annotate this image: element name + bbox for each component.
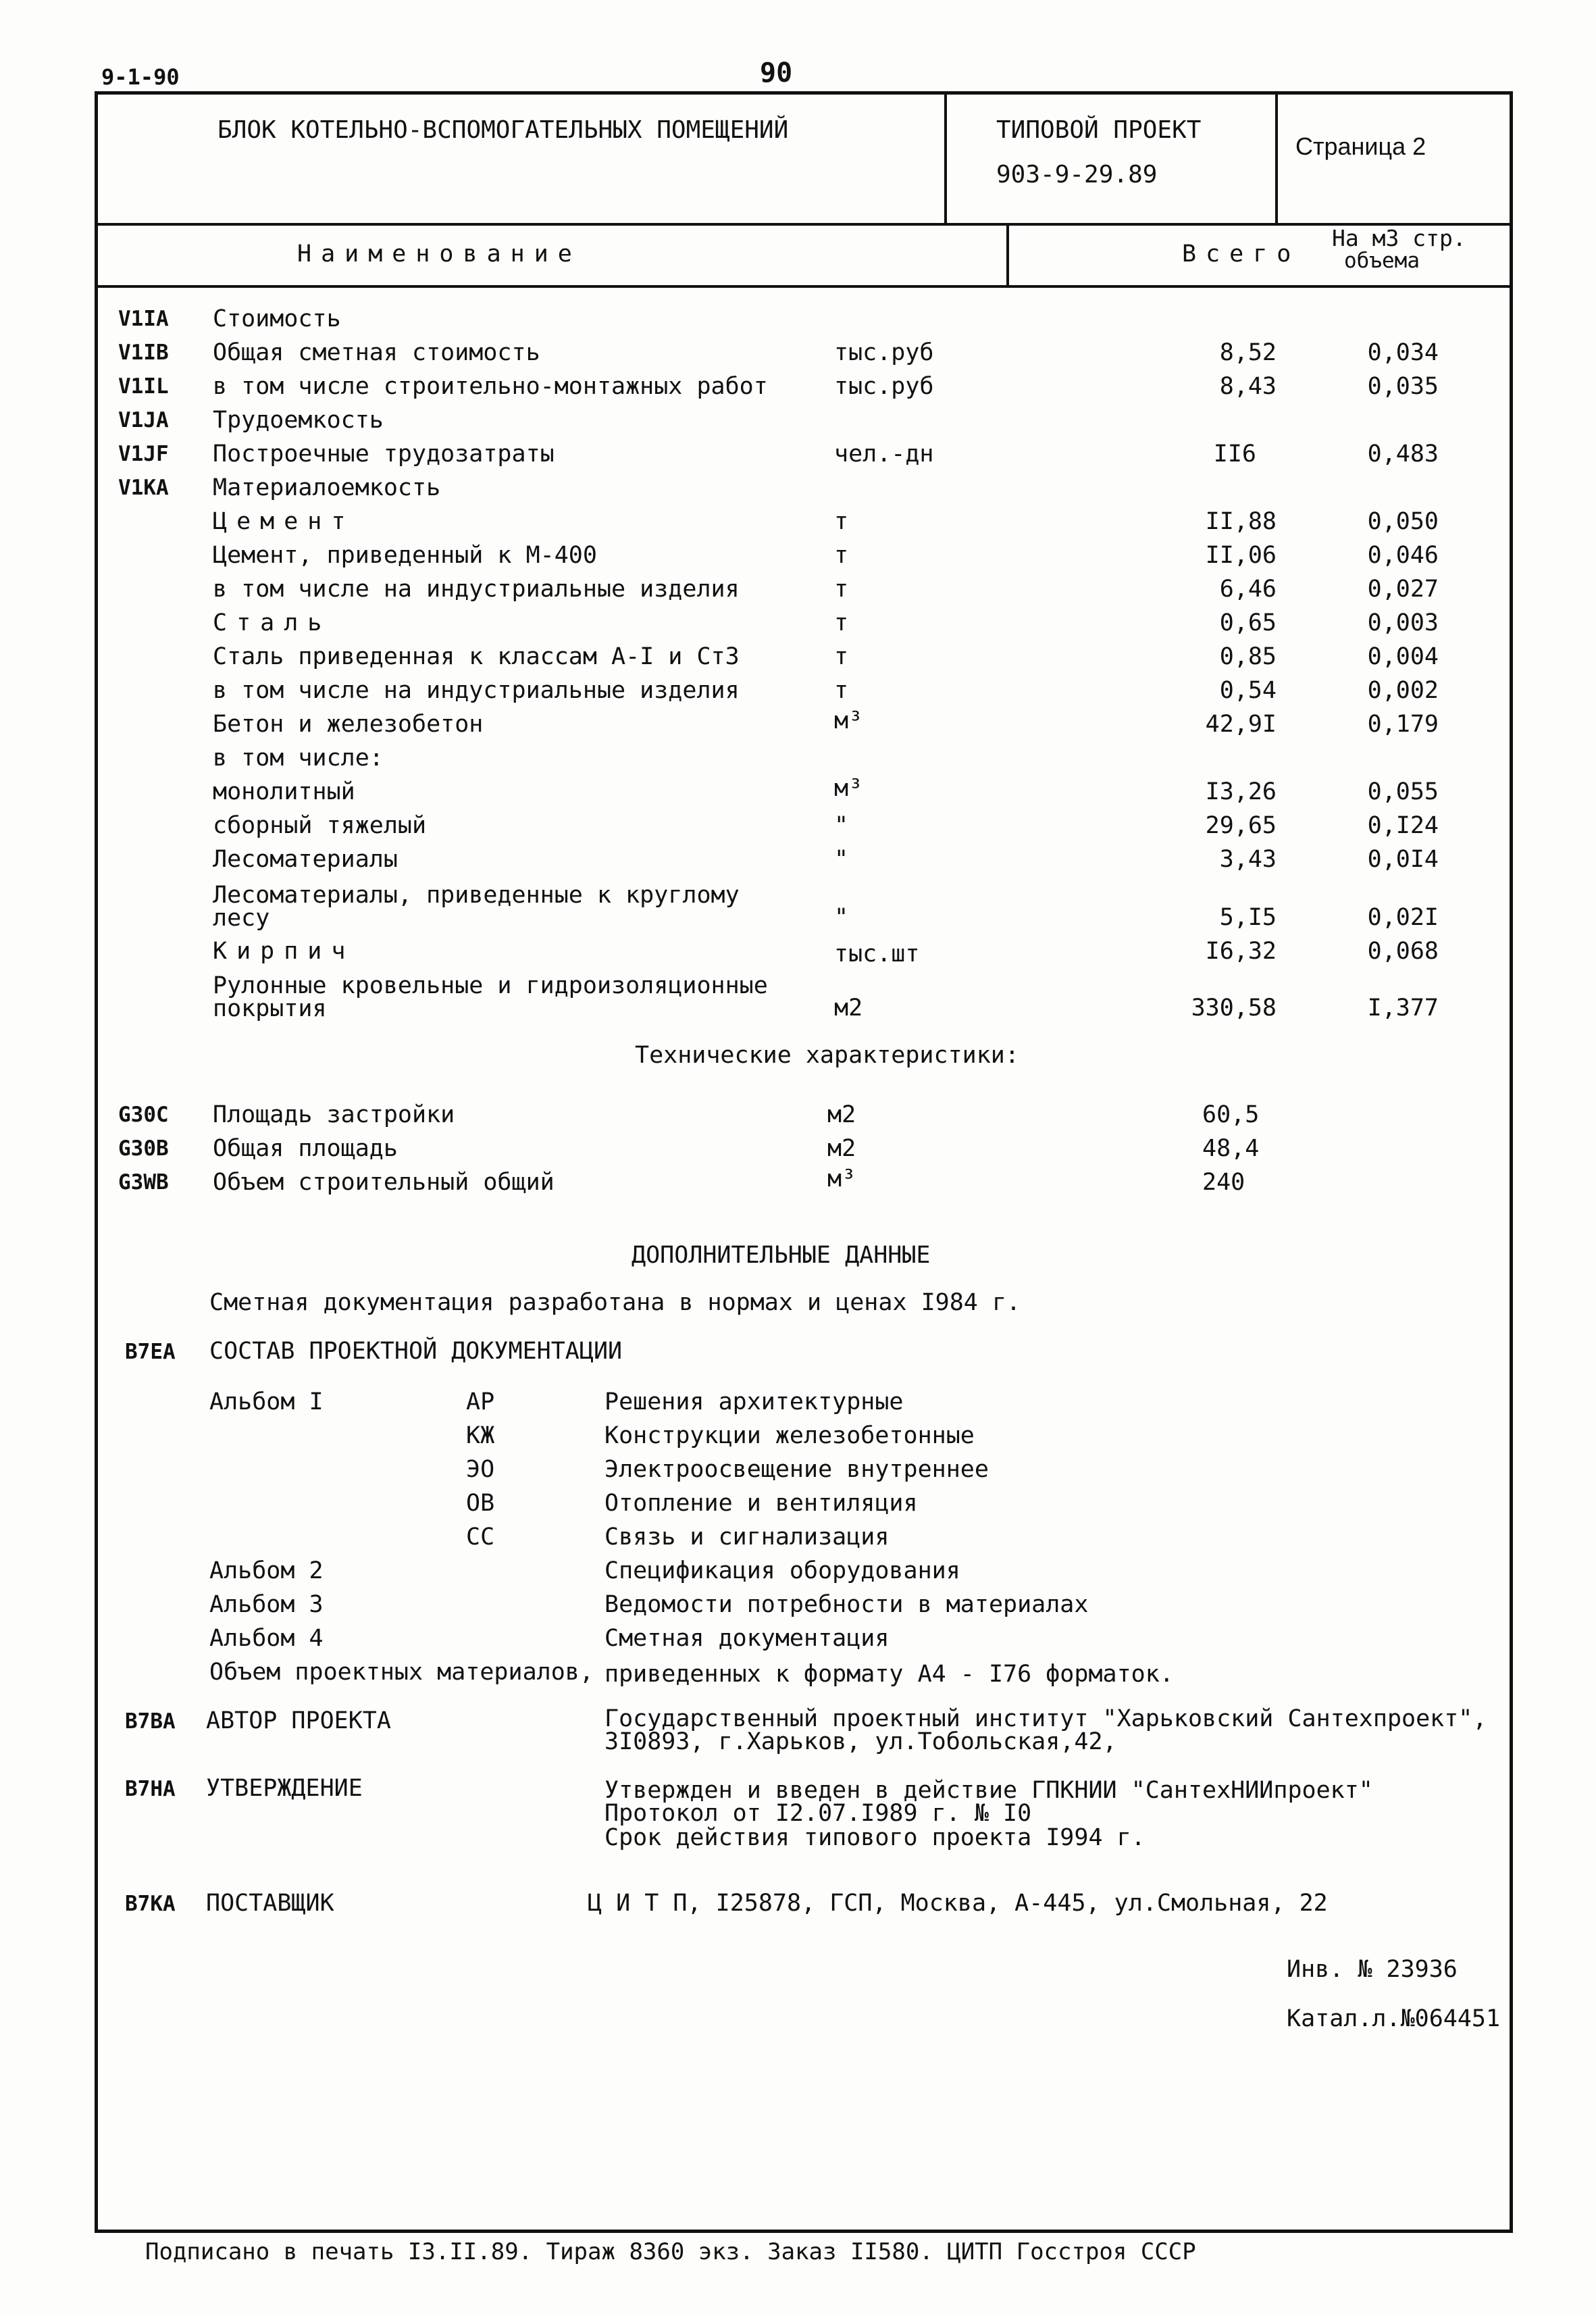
row-unit: м³ — [834, 707, 863, 734]
header-vline-1 — [944, 91, 947, 224]
row-name: Общая сметная стоимость — [213, 339, 540, 366]
tech-unit: м³ — [827, 1165, 856, 1192]
row-name: Лесоматериалы — [213, 846, 398, 873]
row-name: Цемент, приведенный к М-400 — [213, 542, 597, 569]
section-desc: Электроосвещение внутреннее — [604, 1456, 989, 1483]
tech-title: Технические характеристики: — [635, 1042, 1019, 1069]
composition-title: СОСТАВ ПРОЕКТНОЙ ДОКУМЕНТАЦИИ — [209, 1338, 623, 1365]
author-title: АВТОР ПРОЕКТА — [206, 1707, 391, 1734]
tech-total: 60,5 — [1202, 1101, 1260, 1128]
row-per: 0,027 — [1367, 576, 1439, 603]
row-per: 0,179 — [1367, 711, 1439, 738]
row-name-cont: покрытия — [213, 995, 327, 1022]
row-unit: " — [834, 846, 849, 873]
album-label: Альбом 3 — [209, 1591, 324, 1618]
row-total: 6,46 — [1219, 576, 1277, 603]
tech-unit: м2 — [827, 1135, 856, 1162]
row-total: 8,52 — [1219, 339, 1277, 366]
row-unit: тыс.руб — [834, 373, 934, 400]
row-unit: тыс.руб — [834, 339, 934, 366]
row-unit: м³ — [834, 775, 863, 802]
tech-code: G3WB — [118, 1170, 169, 1194]
estimate-note: Сметная документация разработана в нормах и ценах I984 г. — [209, 1289, 1021, 1316]
row-unit: " — [834, 812, 849, 839]
row-code: V1IA — [118, 307, 169, 331]
tech-code: G30B — [118, 1136, 169, 1161]
row-per: 0,055 — [1367, 778, 1439, 805]
row-name: Бетон и железобетон — [213, 711, 484, 738]
composition-code: B7EA — [125, 1340, 176, 1364]
section-abbr: СС — [466, 1524, 495, 1551]
row-unit: т — [834, 643, 849, 670]
album-label: Альбом 4 — [209, 1625, 324, 1652]
row-total: 330,58 — [1191, 995, 1277, 1022]
row-unit: м2 — [834, 995, 863, 1022]
row-name: Построечные трудозатраты — [213, 441, 555, 468]
album-desc: Спецификация оборудования — [604, 1557, 960, 1584]
row-total: 5,I5 — [1219, 904, 1277, 931]
document-title: БЛОК КОТЕЛЬНО-ВСПОМОГАТЕЛЬНЫХ ПОМЕЩЕНИЙ — [217, 116, 789, 144]
row-name: Лесоматериалы, приведенные к круглому — [213, 882, 740, 909]
row-total: II,88 — [1205, 508, 1277, 535]
row-total: II6 — [1213, 441, 1256, 468]
print-footer: Подписано в печать I3.II.89. Тираж 8360 экз. Заказ II580. ЦИТП Госстроя СССР — [145, 2238, 1196, 2265]
row-name: в том числе на индустриальные изделия — [213, 677, 740, 704]
album-label: Альбом I — [209, 1388, 324, 1415]
approval-line-3: Срок действия типового проекта I994 г. — [604, 1824, 1145, 1851]
row-total: I6,32 — [1205, 938, 1277, 965]
section-abbr: ЭО — [466, 1456, 495, 1483]
row-total: 0,85 — [1219, 643, 1277, 670]
row-name: монолитный — [213, 778, 355, 805]
row-code: V1JF — [118, 442, 169, 466]
section-abbr: КЖ — [466, 1422, 495, 1449]
supplier-code: B7KA — [125, 1892, 176, 1916]
tech-total: 48,4 — [1202, 1135, 1260, 1162]
supplier-title: ПОСТАВЩИК — [206, 1890, 334, 1917]
row-code: V1JA — [118, 408, 169, 432]
row-total: 42,9I — [1205, 711, 1277, 738]
volume-label: Объем проектных материалов, — [209, 1659, 594, 1686]
colhdr-vline — [1006, 223, 1009, 286]
row-per: 0,050 — [1367, 508, 1439, 535]
row-per: 0,002 — [1367, 677, 1439, 704]
approval-title: УТВЕРЖДЕНИЕ — [206, 1775, 363, 1802]
row-unit: т — [834, 677, 849, 704]
row-unit: тыс.шт — [834, 940, 920, 967]
tech-code: G30C — [118, 1103, 169, 1127]
catalog-number: Катал.л.№064451 — [1287, 2005, 1501, 2032]
row-total: II,06 — [1205, 542, 1277, 569]
project-label: ТИПОВОЙ ПРОЕКТ — [996, 116, 1202, 144]
approval-line-2: Протокол от I2.07.I989 г. № I0 — [604, 1800, 1032, 1827]
row-name: Сталь приведенная к классам А-I и Ст3 — [213, 643, 740, 670]
row-unit: т — [834, 576, 849, 603]
album-label: Альбом 2 — [209, 1557, 324, 1584]
row-name: Стоимость — [213, 305, 341, 332]
header-divider — [95, 223, 1513, 226]
extra-title: ДОПОЛНИТЕЛЬНЫЕ ДАННЫЕ — [632, 1242, 931, 1269]
row-name: Сталь — [213, 609, 332, 636]
tech-name: Общая площадь — [213, 1135, 398, 1162]
row-unit: т — [834, 508, 849, 535]
row-per: 0,003 — [1367, 609, 1439, 636]
row-per: I,377 — [1367, 995, 1439, 1022]
section-abbr: АР — [466, 1388, 495, 1415]
row-name-cont: лесу — [213, 905, 270, 932]
row-per: 0,004 — [1367, 643, 1439, 670]
row-name: сборный тяжелый — [213, 812, 427, 839]
row-unit: " — [834, 904, 849, 931]
tech-unit: м2 — [827, 1101, 856, 1128]
row-name: Цемент — [213, 508, 355, 535]
column-per-header-1: На м3 стр. — [1332, 225, 1466, 251]
row-total: 0,54 — [1219, 677, 1277, 704]
page-number: 90 — [760, 57, 793, 89]
row-total: 8,43 — [1219, 373, 1277, 400]
author-code: B7BA — [125, 1709, 176, 1734]
section-desc: Связь и сигнализация — [604, 1524, 890, 1551]
tech-total: 240 — [1202, 1169, 1245, 1196]
row-code: V1KA — [118, 476, 169, 500]
row-name: в том числе строительно-монтажных работ — [213, 373, 768, 400]
row-per: 0,035 — [1367, 373, 1439, 400]
page-label: Страница 2 — [1295, 132, 1426, 160]
row-total: 0,65 — [1219, 609, 1277, 636]
row-name: Кирпич — [213, 938, 355, 965]
column-per-header-2: объема — [1344, 249, 1420, 273]
row-name: Материалоемкость — [213, 474, 441, 501]
album-desc: Сметная документация — [604, 1625, 890, 1652]
row-name: Рулонные кровельные и гидроизоляционные — [213, 972, 768, 999]
inventory-number: Инв. № 23936 — [1287, 1956, 1458, 1983]
project-number: 903-9-29.89 — [996, 161, 1158, 188]
row-name: в том числе на индустриальные изделия — [213, 576, 740, 603]
section-desc: Отопление и вентиляция — [604, 1490, 918, 1517]
tech-name: Площадь застройки — [213, 1101, 455, 1128]
row-code: V1IB — [118, 341, 169, 365]
row-total: 29,65 — [1205, 812, 1277, 839]
row-unit: т — [834, 609, 849, 636]
row-per: 0,02I — [1367, 904, 1439, 931]
column-name-header: Наименование — [297, 241, 582, 268]
row-per: 0,046 — [1367, 542, 1439, 569]
row-unit: чел.-дн — [834, 441, 934, 468]
row-per: 0,483 — [1367, 441, 1439, 468]
column-header-divider — [95, 285, 1513, 288]
tech-name: Объем строительный общий — [213, 1169, 555, 1196]
row-per: 0,068 — [1367, 938, 1439, 965]
row-per: 0,034 — [1367, 339, 1439, 366]
row-code: V1IL — [118, 374, 169, 399]
row-unit: т — [834, 542, 849, 569]
section-desc: Конструкции железобетонные — [604, 1422, 975, 1449]
approval-code: B7HA — [125, 1777, 176, 1801]
row-total: I3,26 — [1205, 778, 1277, 805]
author-line-2: 3I0893, г.Харьков, ул.Тобольская,42, — [604, 1728, 1117, 1755]
section-abbr: ОВ — [466, 1490, 495, 1517]
row-per: 0,0I4 — [1367, 846, 1439, 873]
album-desc: Ведомости потребности в материалах — [604, 1591, 1089, 1618]
column-total-header: Всего — [1182, 241, 1301, 268]
row-name: Трудоемкость — [213, 407, 384, 434]
row-name: в том числе: — [213, 745, 384, 772]
row-total: 3,43 — [1219, 846, 1277, 873]
row-per: 0,I24 — [1367, 812, 1439, 839]
volume-value: приведенных к формату А4 - I76 форматок. — [604, 1661, 1174, 1688]
author-line-1: Государственный проектный институт "Харьковский Сантехпроект", — [604, 1705, 1487, 1732]
approval-line-1: Утвержден и введен в действие ГПКНИИ "СантехНИИпроект" — [604, 1777, 1373, 1804]
supplier-text: Ц И Т П, I25878, ГСП, Москва, А-445, ул.Смольная, 22 — [588, 1890, 1328, 1917]
doc-code: 9-1-90 — [101, 64, 180, 90]
header-vline-2 — [1275, 91, 1278, 224]
section-desc: Решения архитектурные — [604, 1388, 904, 1415]
